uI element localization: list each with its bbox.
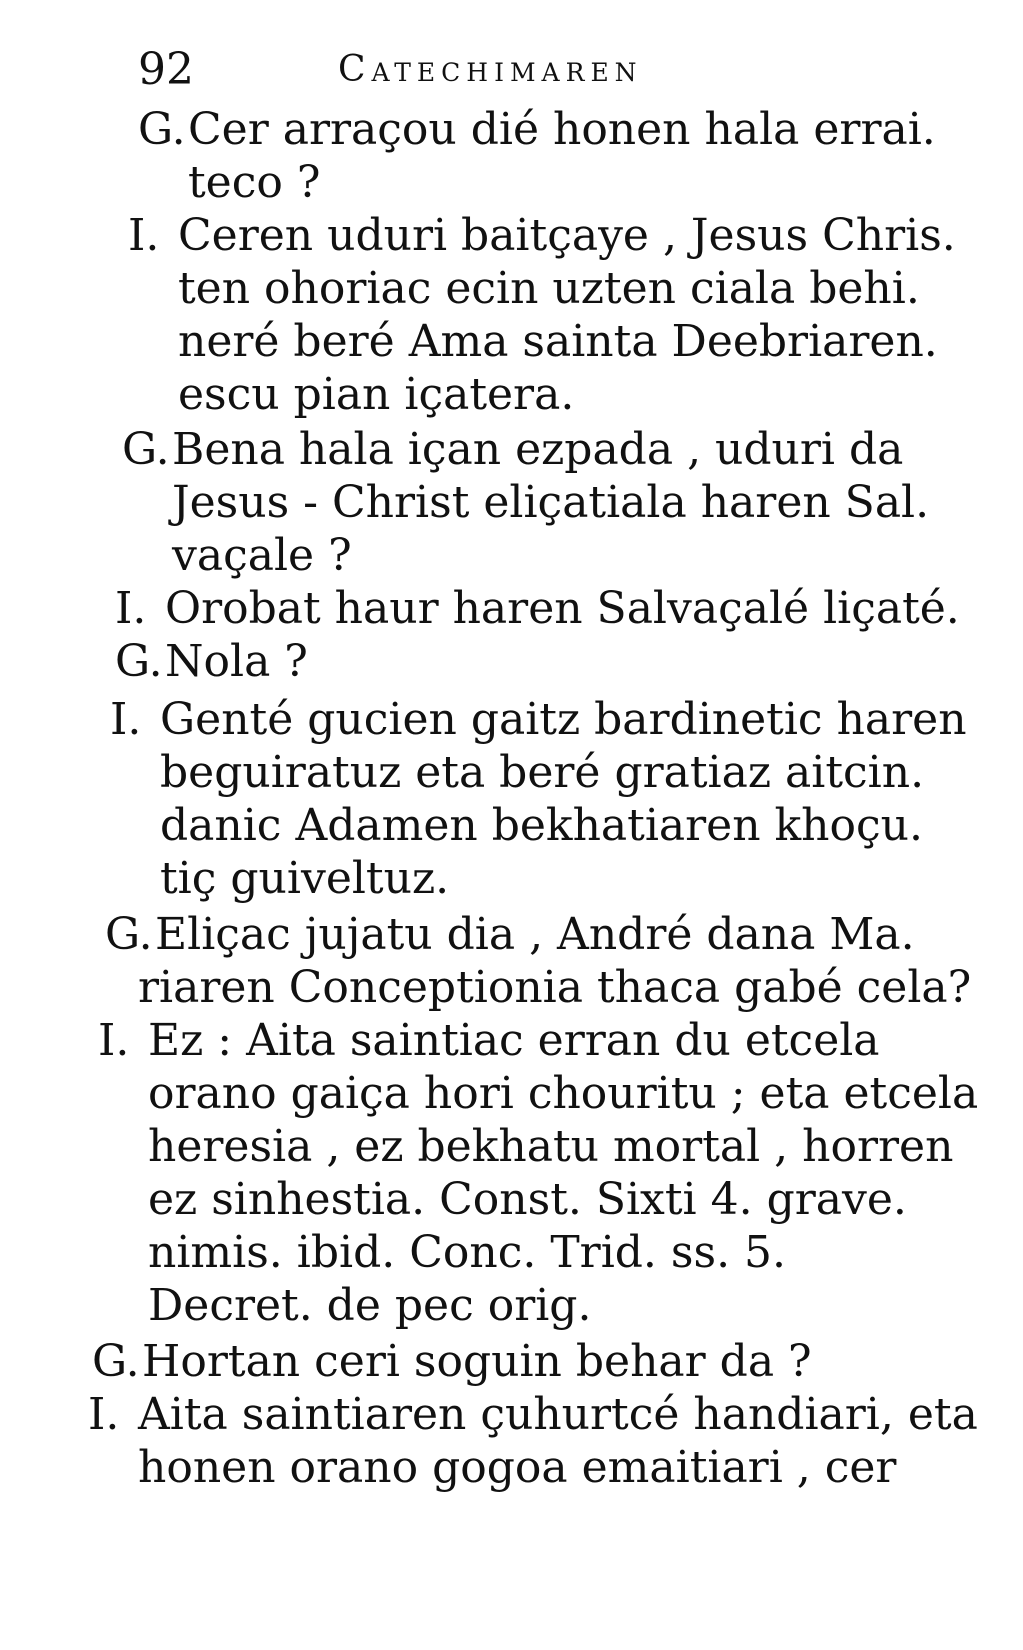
running-title: Catechimaren	[338, 49, 643, 90]
text-line	[148, 1064, 978, 1124]
line-text: riaren Conceptionia thaca gabé cela?	[138, 962, 972, 1013]
speaker-label: G.	[115, 636, 163, 687]
text-line	[178, 259, 920, 319]
speaker-label: G.	[92, 1336, 140, 1387]
text-line	[160, 796, 923, 856]
speaker-label: G.	[122, 424, 170, 475]
line-text: heresia , ez bekhatu mortal , horren	[148, 1121, 954, 1172]
speaker-label: I.	[88, 1389, 120, 1440]
line-text: beguiratuz eta beré gratiaz aitcin.	[160, 747, 925, 798]
speaker-label: G.	[105, 909, 153, 960]
line-text: Ez : Aita saintiac erran du etcela	[148, 1015, 880, 1066]
line-text: ez sinhestia. Const. Sixti 4. grave.	[148, 1174, 907, 1225]
text-line	[115, 579, 960, 639]
text-line	[98, 1011, 880, 1071]
page-number: 92	[138, 44, 194, 95]
line-text: Decret. de pec orig.	[148, 1280, 592, 1331]
line-text: escu pian içatera.	[178, 369, 575, 420]
line-text: Hortan ceri soguin behar da ?	[142, 1336, 812, 1387]
text-line	[110, 690, 967, 750]
text-line	[138, 958, 971, 1018]
text-line	[148, 1276, 591, 1336]
line-text: tiç guiveltuz.	[160, 853, 450, 904]
line-text: neré beré Ama sainta Deebriaren.	[178, 316, 938, 367]
line-text: danic Adamen bekhatiaren khoçu.	[160, 800, 923, 851]
line-text: nimis. ibid. Conc. Trid. ss. 5.	[148, 1227, 787, 1278]
line-text: vaçale ?	[172, 530, 352, 581]
line-text: ten ohoriac ecin uzten ciala behi.	[178, 263, 920, 314]
speaker-label: I.	[110, 694, 142, 745]
line-text: Nola ?	[165, 636, 308, 687]
text-line	[172, 473, 929, 533]
text-line	[115, 632, 308, 692]
text-line	[122, 420, 903, 480]
page-header	[138, 40, 778, 100]
text-line	[172, 526, 352, 586]
text-line	[148, 1117, 953, 1177]
text-line	[160, 849, 449, 909]
text-line	[160, 743, 924, 803]
speaker-label: I.	[115, 583, 147, 634]
text-line	[128, 206, 956, 266]
line-text: Jesus - Christ eliçatiala haren Sal.	[172, 477, 930, 528]
line-text: Aita saintiaren çuhurtcé handiari, eta	[138, 1389, 978, 1440]
text-line	[178, 312, 938, 372]
line-text: honen orano gogoa emaitiari , cer	[138, 1442, 897, 1493]
line-text: orano gaiça hori chouritu ; eta etcela	[148, 1068, 979, 1119]
line-text: Genté gucien gaitz bardinetic haren	[160, 694, 967, 745]
text-line	[92, 1332, 812, 1392]
text-line	[138, 1438, 896, 1498]
text-line	[178, 365, 574, 425]
line-text: Cer arraçou dié honen hala errai.	[188, 104, 936, 155]
line-text: Ceren uduri baitçaye , Jesus Chris.	[178, 210, 956, 261]
text-line	[188, 153, 320, 213]
speaker-label: I.	[128, 210, 160, 261]
line-text: Eliçac jujatu dia , André dana Ma.	[155, 909, 915, 960]
line-text: teco ?	[188, 157, 321, 208]
speaker-label: I.	[98, 1015, 130, 1066]
text-line	[138, 100, 936, 160]
line-text: Bena hala içan ezpada , uduri da	[172, 424, 904, 475]
text-line	[88, 1385, 978, 1445]
text-line	[148, 1170, 907, 1230]
text-line	[105, 905, 915, 965]
line-text: Orobat haur haren Salvaçalé liçaté.	[165, 583, 960, 634]
text-line	[148, 1223, 786, 1283]
speaker-label: G.	[138, 104, 186, 155]
